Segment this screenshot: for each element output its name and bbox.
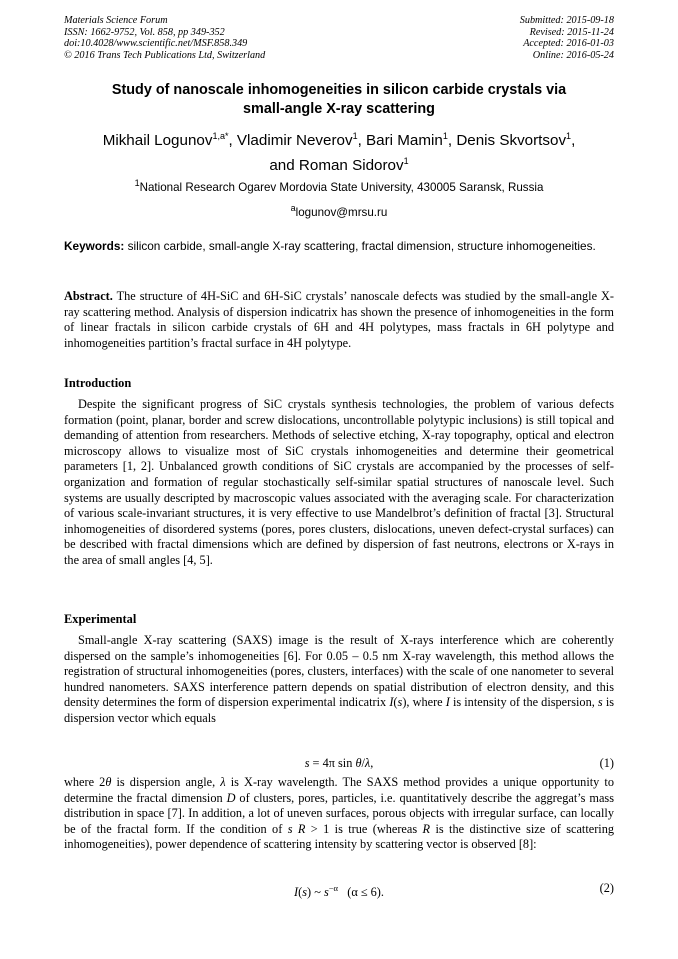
equation-1-number: (1) [599,756,614,770]
math-symbol: I [389,695,394,710]
math-symbol: s R [287,821,306,836]
submitted-date: Submitted: 2015-09-18 [519,15,614,26]
math-symbol: s [397,695,403,710]
text-run: > 1 is true (whereas [305,821,423,836]
abstract-label: Abstract. [64,289,113,303]
math-text: ~ [311,885,324,900]
math-text: / [361,756,365,770]
title-line-1: Study of nanoscale inhomogeneities in silicon carbide crystals via [111,82,567,98]
introduction-section [64,397,614,569]
accepted-date: Accepted: 2016-01-03 [523,38,614,50]
revised-date: Revised: 2015-11-24 [529,26,614,38]
math-symbol: s [323,885,329,900]
author-superscript: 1,a* [212,130,229,141]
affiliation-text: National Research Ogarev Mordovia State University, 430005 Saransk, Russia [139,181,544,194]
introduction-heading: Introduction [64,376,132,390]
journal-issn: ISSN: 1662-9752, Vol. 858, pp 349-352 [64,26,225,38]
math-text: ( [298,885,303,900]
math-exponent: −α [328,883,338,893]
math-symbol: λ [220,775,226,789]
journal-copyright: © 2016 Trans Tech Publications Ltd, Switzerland [64,49,266,61]
text-run: is the distinctive size of scattering inhomogeneities), power dependence of scattering intensity by scattering vector is observed [8]: [64,821,615,852]
journal-name: Materials Science Forum [64,15,168,26]
author-name: Denis Skvortsov [456,132,567,149]
text-run: is dispersion angle, [111,775,221,789]
text-run: is intensity of the dispersion, [449,695,598,710]
math-symbol: R [422,821,431,836]
author-name: Roman Sidorov [298,157,404,174]
equation-1-body [64,756,614,771]
author-superscript: 1 [566,130,572,141]
equation-2-body [64,881,614,900]
author-superscript: 1 [403,155,409,166]
text-run: ( [393,695,398,710]
text-run: of clusters, pores, particles, i.e. quantitatively describe the aggregat’s mass distribution in space [7]. In addition, a lot of uneven surfaces, porous objects with irregular surface, can locally be of the fractal form. If the condition of [64,790,614,836]
math-text: (α ≤ 6). [338,885,384,900]
text-run: is X-ray wavelength. The SAXS method provides a unique opportunity to determine the fractal dimension [64,775,614,805]
online-date: Online: 2016-05-24 [532,49,614,61]
text-run: ), where [402,695,446,710]
author-name: Vladimir Neverov [236,132,353,149]
experimental-heading: Experimental [64,612,137,626]
email-address[interactable]: logunov@mrsu.ru [295,206,388,219]
keywords-text: silicon carbide, small-angle X-ray scattering, fractal dimension, structure inhomogeneities. [124,239,596,253]
submission-dates [520,15,614,61]
author-name: Mikhail Logunov [102,132,213,149]
math-symbol: λ [364,756,371,770]
equation-2-number: (2) [599,881,614,895]
math-symbol: I [294,885,299,900]
author-name: Bari Mamin [366,132,443,149]
abstract-text: The structure of 4H-SiC and 6H-SiC crystals’ nanoscale defects was studied by the small-angle X-ray scattering method. Analysis of dispersion indicatrix has shown the presence of inhomogeneities in the form of linear fractals in silicon carbide crystals of 6H and 4H polytypes, mass fractals in 6H polytype and inhomogeneities partition’s fractal surface in 4H polytype. [64,289,614,350]
title-line-2: small-angle X-ray scattering [243,101,435,117]
author-superscript: 1 [352,130,358,141]
affiliation-superscript: 1 [134,178,140,189]
math-text: ) [307,885,312,900]
text-run: where 2 [64,775,106,789]
author-and: and [269,157,299,174]
experimental-paragraph-2 [64,775,614,853]
keywords-label: Keywords: [64,239,125,253]
math-symbol: s [597,695,603,710]
math-symbol: I [445,695,450,710]
experimental-paragraph-1 [64,633,614,727]
text-run: Small-angle X-ray scattering (SAXS) image is the result of X-rays interference which are coherently dispersed on the sample’s inhomogeneities [6]. For 0.05 – 0.5 nm X-ray wavelength, this method allows the registration of structural inhomogeneities (pores, clusters, interfaces) with the scale of one nanometer to several hundred nanometers. SAXS interference pattern depends on spatial distribution of electron density, and this density determines the form of dispersion experimental indicatrix [64,633,614,710]
author-superscript: 1 [442,130,448,141]
abstract [64,289,614,351]
keywords [64,239,614,255]
math-text: , [370,756,374,770]
math-symbol: θ [355,756,362,770]
math-symbol: D [226,790,236,805]
text-run: is dispersion vector which equals [64,695,615,725]
introduction-paragraph: Despite the significant progress of SiC crystals synthesis technologies, the problem of various defects formation (point, planar, border and screw dislocations, uncontrollable polytypic inclusions) is still topical and demanding of attention from researchers. Methods of selective etching, X-ray topography, optical and electron microscopy allows to visualize most of SiC crystals inhomogeneities and determine their geometrical parameters [1, 2]. Unbalanced growth conditions of SiC crystals are accompanied by the processes of self-organization and formation of regular stochastically self-similar spatial structures of nanoscale level. Such systems are usually descripted by macroscopic values associated with the averaging scale. For characterization of various scale-invariant structures, it is very effective to use Mandelbrot’s definition of fractal [3]. Structural inhomogeneities of disordered systems (pores, pores clusters, dislocations, uneven defect-crystal surfaces) can be described with fractal dimensions which are defined by dispersion of fast neutrons, electrons or X-rays in the area of small angles [4, 5]. [64,397,614,567]
paper-title [64,81,614,119]
math-text: = 4π sin [309,756,356,770]
math-symbol: s [302,885,308,900]
math-symbol: s [304,756,310,770]
author-list: Mikhail Logunov$^{1,a*}$, Vladimir Neverov$^1$, Bari Mamin$^1$, Denis Skvortsov$^1$, and Roman Sidorov$^1$ [102,130,576,174]
math-symbol: θ [105,775,112,789]
journal-doi[interactable]: doi:10.4028/www.scientific.net/MSF.858.349 [64,38,248,50]
email-superscript: a [290,203,296,214]
corresponding-email [64,205,614,220]
journal-info [64,15,265,61]
affiliation [64,180,614,195]
